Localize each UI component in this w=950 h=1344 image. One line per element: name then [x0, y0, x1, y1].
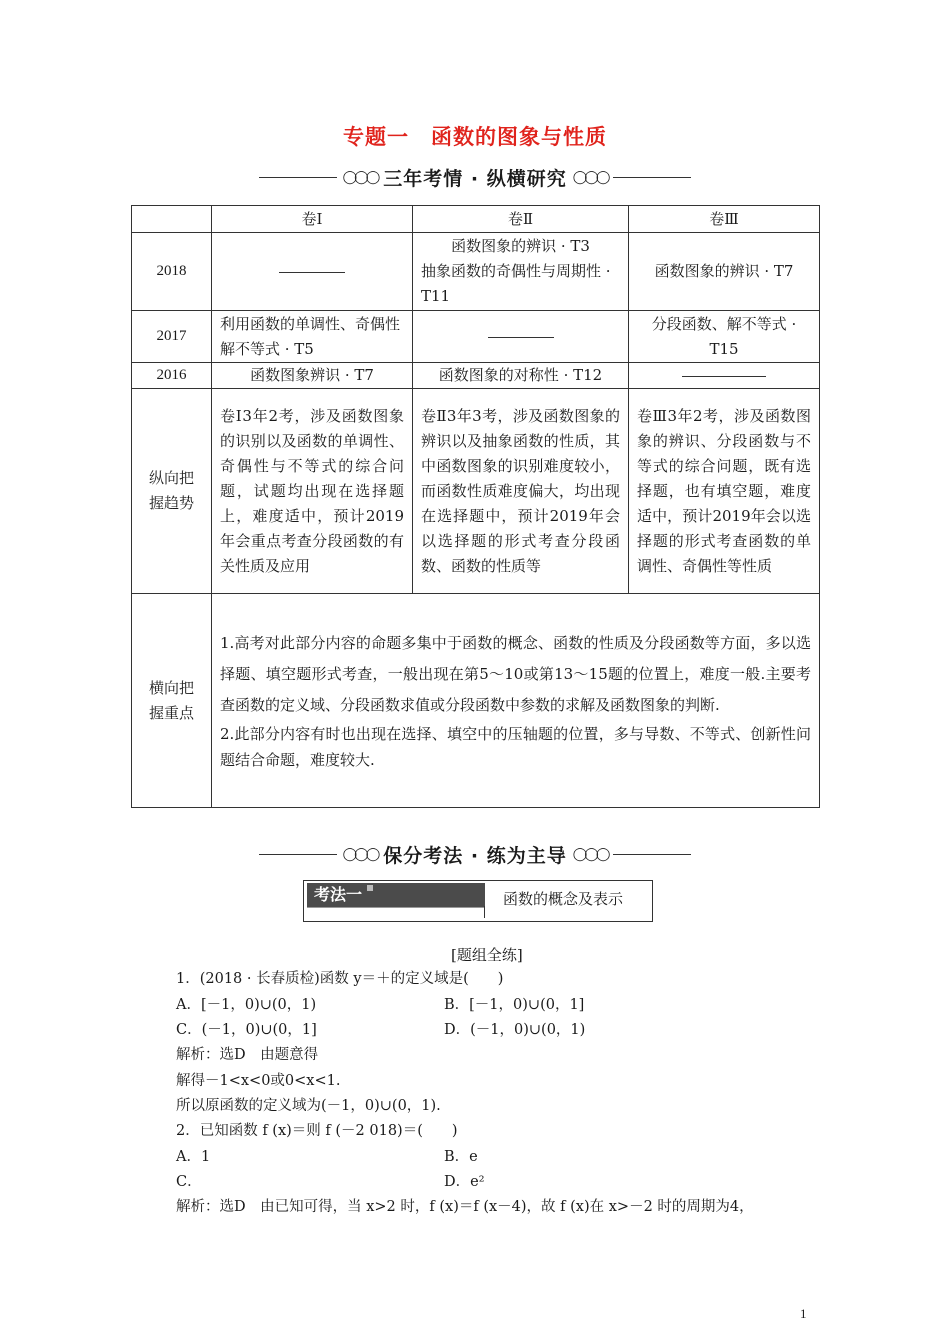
section-heading: 三年考情 · 纵横研究: [383, 167, 567, 190]
ornament-icon: ◯◯◯: [342, 169, 378, 185]
year-cell: 2018: [132, 233, 212, 311]
section-banner-exam-trends: [0, 162, 950, 192]
table-row-2016: [132, 363, 820, 389]
empty-cell: [212, 233, 413, 311]
focus-paragraph: 1.高考对此部分内容的命题多集中于函数的概念、函数的性质及分段函数等方面，多以选择题、填空题形式考查，一般出现在第5～10或第13～15题的位置上，难度一般.主要考查函数的定义域、分段函数求值或分段函数中参数的求解及函数图象的判断.: [220, 634, 811, 714]
option-b: B．e: [444, 1149, 478, 1165]
row-label: 纵向把握趋势: [132, 389, 212, 594]
option-c: C．: [176, 1174, 202, 1190]
blank-line: [682, 376, 766, 377]
table-header-cell: [132, 206, 212, 233]
table-cell: 卷Ⅱ3年3考，涉及函数图象的辨识以及抽象函数的性质，其中函数图象的识别难度较小，而函数性质难度偏大，均出现在选择题中，预计2019年会以选择题的形式考查分段函数、函数的性质等: [413, 389, 629, 594]
method-label-tag: [307, 883, 485, 907]
table-cell: [413, 233, 629, 311]
option-d: D．e²: [444, 1174, 485, 1190]
table-cell: 利用函数的单调性、奇偶性解不等式 · T5: [212, 311, 413, 363]
option-c: C．(－1，0)∪(0，1]: [176, 1022, 317, 1038]
table-row-focus: [132, 594, 820, 808]
table-header-cell: 卷Ⅰ: [212, 206, 413, 233]
ornament-icon: ◯◯◯: [342, 846, 378, 862]
table-cell: 函数图象辨识 · T7: [212, 363, 413, 389]
banner-rule-right: [613, 177, 691, 178]
question-2-stem: 2．已知函数 f (x)＝则 f (－2 018)＝( ): [176, 1123, 458, 1139]
table-row-2017: [132, 311, 820, 363]
cell-line: 抽象函数的奇偶性与周期性 · T11: [421, 262, 611, 305]
table-cell: 分段函数、解不等式 · T15: [629, 311, 820, 363]
ornament-icon: ◯◯◯: [572, 846, 608, 862]
table-header-cell: 卷Ⅱ: [413, 206, 629, 233]
method-label: 考法一: [314, 885, 363, 904]
exam-analysis-table: [131, 205, 820, 808]
option-a: A．[－1，0)∪(0，1): [176, 997, 317, 1013]
empty-cell: [629, 363, 820, 389]
tag-notch-icon: [367, 885, 373, 891]
table-row-trend: [132, 389, 820, 594]
table-cell: 函数图象的对称性 · T12: [413, 363, 629, 389]
focus-paragraph: 2.此部分内容有时也出现在选择、填空中的压轴题的位置，多与导数、不等式、创新性问题结合命题，难度较大.: [220, 725, 811, 769]
table-header-row: [132, 206, 820, 233]
year-cell: 2017: [132, 311, 212, 363]
practice-heading: [题组全练]: [451, 946, 523, 964]
solution-line: 所以原函数的定义域为(－1，0)∪(0，1).: [176, 1098, 441, 1114]
table-header-cell: 卷Ⅲ: [629, 206, 820, 233]
solution-line: 解析：选D 由已知可得，当 x>2 时，f (x)＝f (x－4)，故 f (x)在 x>－2 时的周期为4，: [176, 1199, 754, 1215]
section-heading: 保分考法 · 练为主导: [383, 844, 567, 867]
table-cell: 卷Ⅲ3年2考，涉及函数图象的辨识、分段函数与不等式的综合问题，既有选择题，也有填空题，难度适中，预计2019年会以选择题的形式考查函数的单调性、奇偶性等性质: [629, 389, 820, 594]
banner-rule-left: [259, 854, 337, 855]
solution-line: 解得－1<x<0或0<x<1.: [176, 1073, 341, 1089]
option-a: A．1: [176, 1149, 211, 1165]
banner-rule-right: [613, 854, 691, 855]
tag-underline: [307, 907, 485, 908]
blank-line: [488, 337, 554, 338]
table-row-2018: [132, 233, 820, 311]
table-cell: 函数图象的辨识 · T7: [629, 233, 820, 311]
empty-cell: [413, 311, 629, 363]
year-cell: 2016: [132, 363, 212, 389]
page-number: 1: [800, 1306, 807, 1321]
solution-line: 解析：选D 由题意得: [176, 1047, 319, 1063]
table-cell: 卷Ⅰ3年2考，涉及函数图象的识别以及函数的单调性、奇偶性与不等式的综合问题，试题均出现在选择题上，难度适中，预计2019年会重点考查分段函数的有关性质及应用: [212, 389, 413, 594]
cell-line: 函数图象的辨识 · T3: [451, 237, 590, 255]
option-d: D．(－1，0)∪(0，1): [444, 1022, 586, 1038]
table-cell: [212, 594, 820, 808]
question-1-stem: 1．(2018 · 长春质检)函数 y＝＋的定义域是( ): [176, 971, 504, 987]
ornament-icon: ◯◯◯: [572, 169, 608, 185]
option-b: B．[－1，0)∪(0，1]: [444, 997, 585, 1013]
banner-rule-left: [259, 177, 337, 178]
blank-line: [279, 272, 345, 273]
method-title: 函数的概念及表示: [503, 890, 624, 908]
row-label: 横向把握重点: [132, 594, 212, 808]
section-banner-methods: [0, 839, 950, 869]
page-title: 专题一 函数的图象与性质: [343, 125, 607, 149]
divider: [484, 906, 485, 918]
